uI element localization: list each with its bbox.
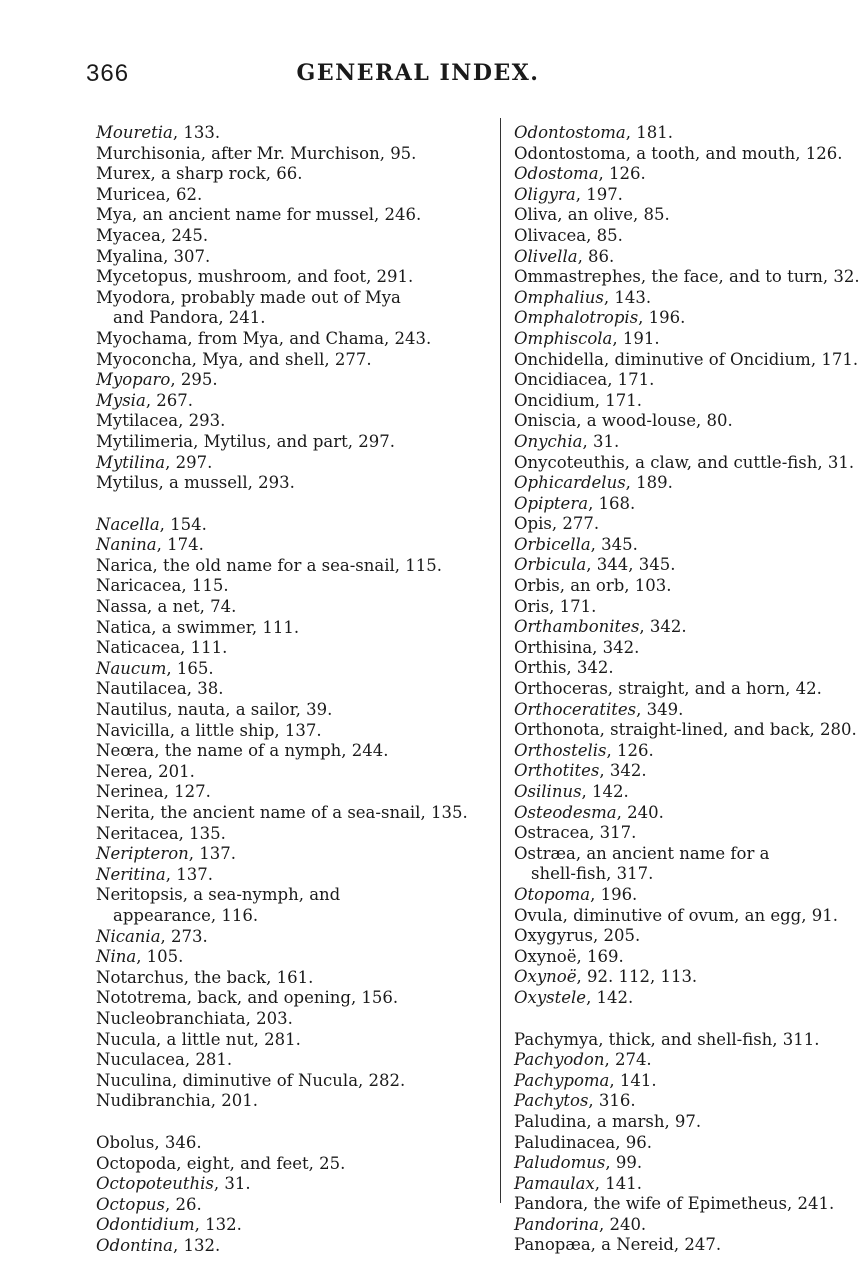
index-term: Nototrema, back, and opening, 156. <box>96 988 399 1008</box>
index-term: Natica, a swimmer, 111. <box>96 617 300 637</box>
index-term: Nerinea, 127. <box>96 782 211 802</box>
index-term: Pandora, the wife of Epimetheus, 241. <box>514 1194 835 1214</box>
index-pages: , 297. <box>165 452 213 472</box>
index-pages: , 26. <box>165 1194 202 1214</box>
index-term: Pamaulax <box>514 1173 595 1193</box>
entry-group-gap <box>96 494 426 515</box>
index-entry <box>514 514 814 535</box>
index-term: Otopoma <box>514 884 591 904</box>
index-entry <box>514 411 814 432</box>
page-number: 366 <box>86 60 130 87</box>
index-pages: , 196. <box>638 308 686 328</box>
index-entry <box>96 885 426 926</box>
index-pages: , 126. <box>598 164 646 184</box>
index-entry <box>514 597 814 618</box>
index-entry <box>514 617 814 638</box>
index-term: Odontina <box>96 1235 174 1255</box>
index-term: Orthis, 342. <box>514 658 614 678</box>
index-term: Nuculacea, 281. <box>96 1050 233 1070</box>
index-term: Panopæa, a Nereid, 247. <box>514 1235 722 1255</box>
index-term: Nautilus, nauta, a sailor, 39. <box>96 700 333 720</box>
index-pages: , 99. <box>605 1153 643 1173</box>
index-entry <box>96 1174 426 1195</box>
index-entry <box>96 638 426 659</box>
index-term: Mysia <box>96 390 146 410</box>
index-entry <box>514 288 814 309</box>
index-entry <box>514 473 814 494</box>
index-pages: , 316. <box>588 1091 636 1111</box>
index-pages: , 240. <box>598 1214 647 1234</box>
index-entry <box>96 721 426 742</box>
index-pages: , 168. <box>588 493 636 513</box>
index-term: Odontidium <box>96 1215 195 1235</box>
index-entry <box>514 967 814 988</box>
index-pages: , 267. <box>145 390 194 410</box>
index-term: Neritacea, 135. <box>96 823 226 843</box>
index-entry <box>514 741 814 762</box>
index-entry <box>96 988 426 1009</box>
index-term: Omphiscola <box>514 328 613 348</box>
index-entry <box>514 123 814 144</box>
index-entry <box>514 1133 814 1154</box>
index-term: Pachytos <box>514 1091 589 1111</box>
index-entry <box>514 1112 814 1133</box>
index-pages: , 143. <box>603 287 652 307</box>
index-pages: , 273. <box>160 926 208 946</box>
entry-group-gap <box>514 1009 814 1030</box>
index-entry <box>96 1091 426 1112</box>
index-entry <box>96 803 468 824</box>
index-term: Myochama, from Mya, and Chama, 243. <box>96 328 432 348</box>
index-term: Oris, 171. <box>514 596 597 616</box>
index-entry <box>96 947 426 968</box>
index-term: Oncidium, 171. <box>514 390 643 410</box>
index-entry <box>96 597 426 618</box>
index-term: Nuculina, diminutive of Nucula, 282. <box>96 1070 406 1090</box>
index-term: Myoparo <box>96 370 171 390</box>
index-term: Octopus <box>96 1194 165 1214</box>
index-pages: , 344, 345. <box>586 555 676 575</box>
index-term: Neœra, the name of a nymph, 244. <box>96 741 389 761</box>
index-entry <box>96 411 426 432</box>
index-pages: , 31. <box>582 431 620 451</box>
index-term: Neritopsis, a sea-nymph, and appearance, 116. <box>96 885 341 925</box>
index-entry <box>514 782 814 803</box>
index-pages: , 126. <box>606 740 654 760</box>
index-pages: , 141. <box>609 1070 657 1090</box>
index-term: Ostræa, an ancient name for a shell-fish, 317. <box>514 843 770 884</box>
index-entry <box>96 1071 426 1092</box>
index-pages: , 181. <box>625 123 673 142</box>
index-pages: , 342. <box>599 761 647 781</box>
index-entry <box>514 1194 835 1215</box>
index-entry <box>514 494 814 515</box>
index-term: Onchidella, diminutive of Oncidium, 171. <box>514 349 859 369</box>
running-title: GENERAL INDEX. <box>296 60 540 86</box>
index-term: Nanina <box>96 535 157 555</box>
index-term: Octopoda, eight, and feet, 25. <box>96 1153 346 1173</box>
index-entry <box>96 370 426 391</box>
index-term: Naricacea, 115. <box>96 576 229 596</box>
index-entry <box>96 144 426 165</box>
index-term: Oxygyrus, 205. <box>514 926 641 946</box>
index-pages: , 137. <box>165 864 213 884</box>
index-term: Oxynoë, 169. <box>514 946 624 966</box>
index-term: Oxystele <box>514 987 587 1007</box>
index-pages: , 349. <box>636 699 684 719</box>
index-term: Odontostoma, a tooth, and mouth, 126. <box>514 143 843 163</box>
index-term: Notarchus, the back, 161. <box>96 967 314 987</box>
index-entry <box>514 638 814 659</box>
index-entry <box>96 328 432 350</box>
index-pages: , 142. <box>581 782 629 801</box>
index-entry <box>96 1050 426 1071</box>
index-entry <box>96 205 426 226</box>
index-term: Naticacea, 111. <box>96 638 228 658</box>
index-entry <box>96 391 426 412</box>
index-term: Omphalotropis <box>514 308 639 328</box>
index-term: Onychia <box>514 431 583 451</box>
index-entry <box>514 700 814 721</box>
index-entry <box>514 679 822 700</box>
index-entry <box>96 473 426 494</box>
index-entry <box>514 720 857 741</box>
index-entry <box>96 1154 426 1175</box>
index-entry <box>514 535 814 556</box>
index-term: Nina <box>96 947 137 967</box>
index-term: Paludomus <box>514 1153 606 1173</box>
index-entry <box>96 164 426 185</box>
index-entry <box>96 288 426 329</box>
index-entry <box>96 659 426 680</box>
index-entry <box>514 205 814 226</box>
index-column-right <box>514 123 860 1256</box>
index-entry <box>514 349 859 371</box>
index-term: Odostoma <box>514 164 599 184</box>
index-entry <box>96 350 426 371</box>
index-entry <box>514 1091 814 1112</box>
index-pages: , 132. <box>194 1215 242 1235</box>
index-term: Opis, 277. <box>514 514 600 534</box>
index-term: Orbicella <box>514 534 591 554</box>
index-entry <box>514 452 855 474</box>
index-term: Orbicula <box>514 555 587 575</box>
index-entry <box>96 535 426 556</box>
index-pages: , 295. <box>170 370 218 390</box>
index-entry <box>96 576 426 597</box>
index-term: Orthambonites <box>514 617 640 637</box>
index-term: Olivella <box>514 246 578 266</box>
index-entry <box>514 432 814 453</box>
index-term: Obolus, 346. <box>96 1132 202 1152</box>
index-term: Nacella <box>96 514 160 534</box>
index-pages: , 154. <box>159 514 207 534</box>
index-entry <box>514 947 814 968</box>
index-entry <box>514 329 814 350</box>
index-term: Nerea, 201. <box>96 761 195 781</box>
index-term: Nicania <box>96 926 161 946</box>
index-entry <box>96 185 426 206</box>
index-entry <box>96 123 426 144</box>
index-entry <box>514 576 814 597</box>
index-pages: , 191. <box>612 328 660 348</box>
index-pages: , 165. <box>166 658 214 678</box>
index-term: Pachymya, thick, and shell-fish, 311. <box>514 1029 820 1049</box>
index-pages: , 133. <box>172 123 221 142</box>
index-entry <box>96 1030 426 1051</box>
index-column-left <box>96 123 468 1256</box>
index-term: Olivacea, 85. <box>514 225 623 245</box>
index-entry <box>514 370 814 391</box>
index-term: Mycetopus, mushroom, and foot, 291. <box>96 267 414 287</box>
index-pages: , 174. <box>156 535 204 555</box>
entry-group-gap <box>96 1112 426 1133</box>
index-term: Oliva, an olive, 85. <box>514 205 670 225</box>
index-term: Paludinacea, 96. <box>514 1132 652 1152</box>
index-pages: , 141. <box>594 1173 642 1193</box>
index-entry <box>96 1236 426 1257</box>
index-term: Murex, a sharp rock, 66. <box>96 164 303 184</box>
index-entry <box>514 926 814 947</box>
index-entry <box>96 782 426 803</box>
index-entry <box>514 555 814 576</box>
index-entry <box>514 247 814 268</box>
page-header <box>86 60 750 94</box>
index-entry <box>514 164 814 185</box>
index-term: Naucum <box>96 658 167 678</box>
index-term: Myoconcha, Mya, and shell, 277. <box>96 349 372 369</box>
index-entry <box>514 658 814 679</box>
index-entry <box>96 1195 426 1216</box>
index-pages: , 142. <box>586 987 634 1007</box>
index-term: Osteodesma <box>514 802 617 822</box>
index-entry <box>96 1009 426 1030</box>
index-term: Pachyodon <box>514 1050 605 1070</box>
index-entry <box>96 226 426 247</box>
index-entry <box>96 844 426 865</box>
index-term: Odontostoma <box>514 123 626 142</box>
index-entry <box>514 1071 814 1092</box>
index-entry <box>514 885 814 906</box>
index-entry <box>96 555 443 577</box>
index-pages: , 132. <box>173 1235 221 1255</box>
index-entry <box>514 905 838 927</box>
index-entry <box>514 988 814 1009</box>
index-entry <box>514 226 814 247</box>
index-pages: , 240. <box>616 802 664 822</box>
index-entry <box>96 267 426 288</box>
index-term: Narica, the old name for a sea-snail, 115. <box>96 555 443 575</box>
index-term: Myalina, 307. <box>96 246 211 266</box>
index-term: Orthisina, 342. <box>514 637 640 657</box>
index-pages: , 92. 112, 113. <box>576 967 698 987</box>
index-term: Oligyra <box>514 184 576 204</box>
index-term: Neritina <box>96 864 166 884</box>
index-term: Ostracea, 317. <box>514 823 637 843</box>
index-entry <box>514 761 814 782</box>
index-entry <box>514 1029 820 1051</box>
index-entry <box>514 1235 814 1256</box>
index-term: Orthostelis <box>514 740 607 760</box>
index-entry <box>514 143 843 165</box>
index-pages: , 345. <box>590 534 638 554</box>
index-term: Orthoceratites <box>514 699 637 719</box>
index-term: Ommastrephes, the face, and to turn, 32. <box>514 267 860 287</box>
index-entry <box>96 927 426 948</box>
index-entry <box>96 247 426 268</box>
index-entry <box>514 1215 814 1236</box>
index-term: Oxynoë <box>514 967 577 987</box>
index-pages: , 197. <box>575 184 623 204</box>
index-entry <box>514 391 814 412</box>
index-term: Nerita, the ancient name of a sea-snail, 135. <box>96 803 468 822</box>
index-entry <box>96 618 426 639</box>
index-pages: , 189. <box>625 473 673 493</box>
index-term: Nassa, a net, 74. <box>96 597 237 617</box>
index-entry <box>96 741 426 762</box>
index-term: Nudibranchia, 201. <box>96 1091 259 1111</box>
index-pages: , 342. <box>639 617 687 637</box>
index-term: Nucleobranchiata, 203. <box>96 1008 293 1028</box>
index-pages: , 196. <box>590 884 638 904</box>
index-term: Paludina, a marsh, 97. <box>514 1111 702 1131</box>
index-term: Omphalius <box>514 287 604 307</box>
index-term: Pandorina <box>514 1214 599 1234</box>
index-term: Mouretia <box>96 123 173 142</box>
index-entry <box>514 803 814 824</box>
index-term: Mytilina <box>96 452 166 472</box>
index-term: Nautilacea, 38. <box>96 679 224 699</box>
index-entry <box>96 515 426 536</box>
index-entry <box>514 1050 814 1071</box>
index-term: Myacea, 245. <box>96 225 209 245</box>
index-entry <box>514 1153 814 1174</box>
index-term: Neripteron <box>96 844 189 864</box>
index-entry <box>514 267 860 288</box>
index-term: Ovula, diminutive of ovum, an egg, 91. <box>514 905 838 925</box>
index-entry <box>96 700 426 721</box>
index-entry <box>514 844 814 885</box>
index-pages: , 137. <box>188 844 237 864</box>
index-pages: , 274. <box>604 1050 652 1070</box>
index-term: Onycoteuthis, a claw, and cuttle-fish, 31. <box>514 452 855 472</box>
index-term: Mytilimeria, Mytilus, and part, 297. <box>96 431 395 451</box>
index-term: Oniscia, a wood-louse, 80. <box>514 411 733 431</box>
index-entry <box>96 824 426 845</box>
index-entry <box>96 865 426 886</box>
index-term: Ophicardelus <box>514 473 626 493</box>
index-term: Nucula, a little nut, 281. <box>96 1029 301 1049</box>
index-term: Muricea, 62. <box>96 184 203 204</box>
index-term: Opiptera <box>514 493 589 513</box>
index-term: Navicilla, a little ship, 137. <box>96 720 322 740</box>
index-entry <box>96 968 426 989</box>
index-entry <box>514 1174 814 1195</box>
column-divider <box>500 118 501 1203</box>
index-entry <box>514 823 814 844</box>
index-entry <box>514 308 814 329</box>
index-entry <box>514 185 814 206</box>
index-pages: , 86. <box>577 246 615 266</box>
index-term: Mytilacea, 293. <box>96 411 226 431</box>
index-term: Octopoteuthis <box>96 1174 214 1194</box>
index-term: Orbis, an orb, 103. <box>514 576 672 596</box>
index-entry <box>96 1133 426 1154</box>
index-term: Murchisonia, after Mr. Murchison, 95. <box>96 143 417 163</box>
index-term: Orthoceras, straight, and a horn, 42. <box>514 679 822 699</box>
index-term: Pachypoma <box>514 1070 610 1090</box>
index-term: Oncidiacea, 171. <box>514 370 655 390</box>
index-entry <box>96 762 426 783</box>
index-term: Mytilus, a mussell, 293. <box>96 473 295 493</box>
index-entry <box>96 432 426 453</box>
index-pages: , 105. <box>136 947 184 967</box>
index-term: Osilinus <box>514 782 582 801</box>
index-pages: , 31. <box>213 1174 251 1194</box>
index-term: Orthotites <box>514 761 600 781</box>
index-term: Orthonota, straight-lined, and back, 280. <box>514 720 857 740</box>
index-entry <box>96 679 426 700</box>
index-entry <box>96 453 426 474</box>
index-entry <box>96 1215 426 1236</box>
index-term: Myodora, probably made out of Mya and Pandora, 241. <box>96 287 401 328</box>
index-term: Mya, an ancient name for mussel, 246. <box>96 205 422 225</box>
